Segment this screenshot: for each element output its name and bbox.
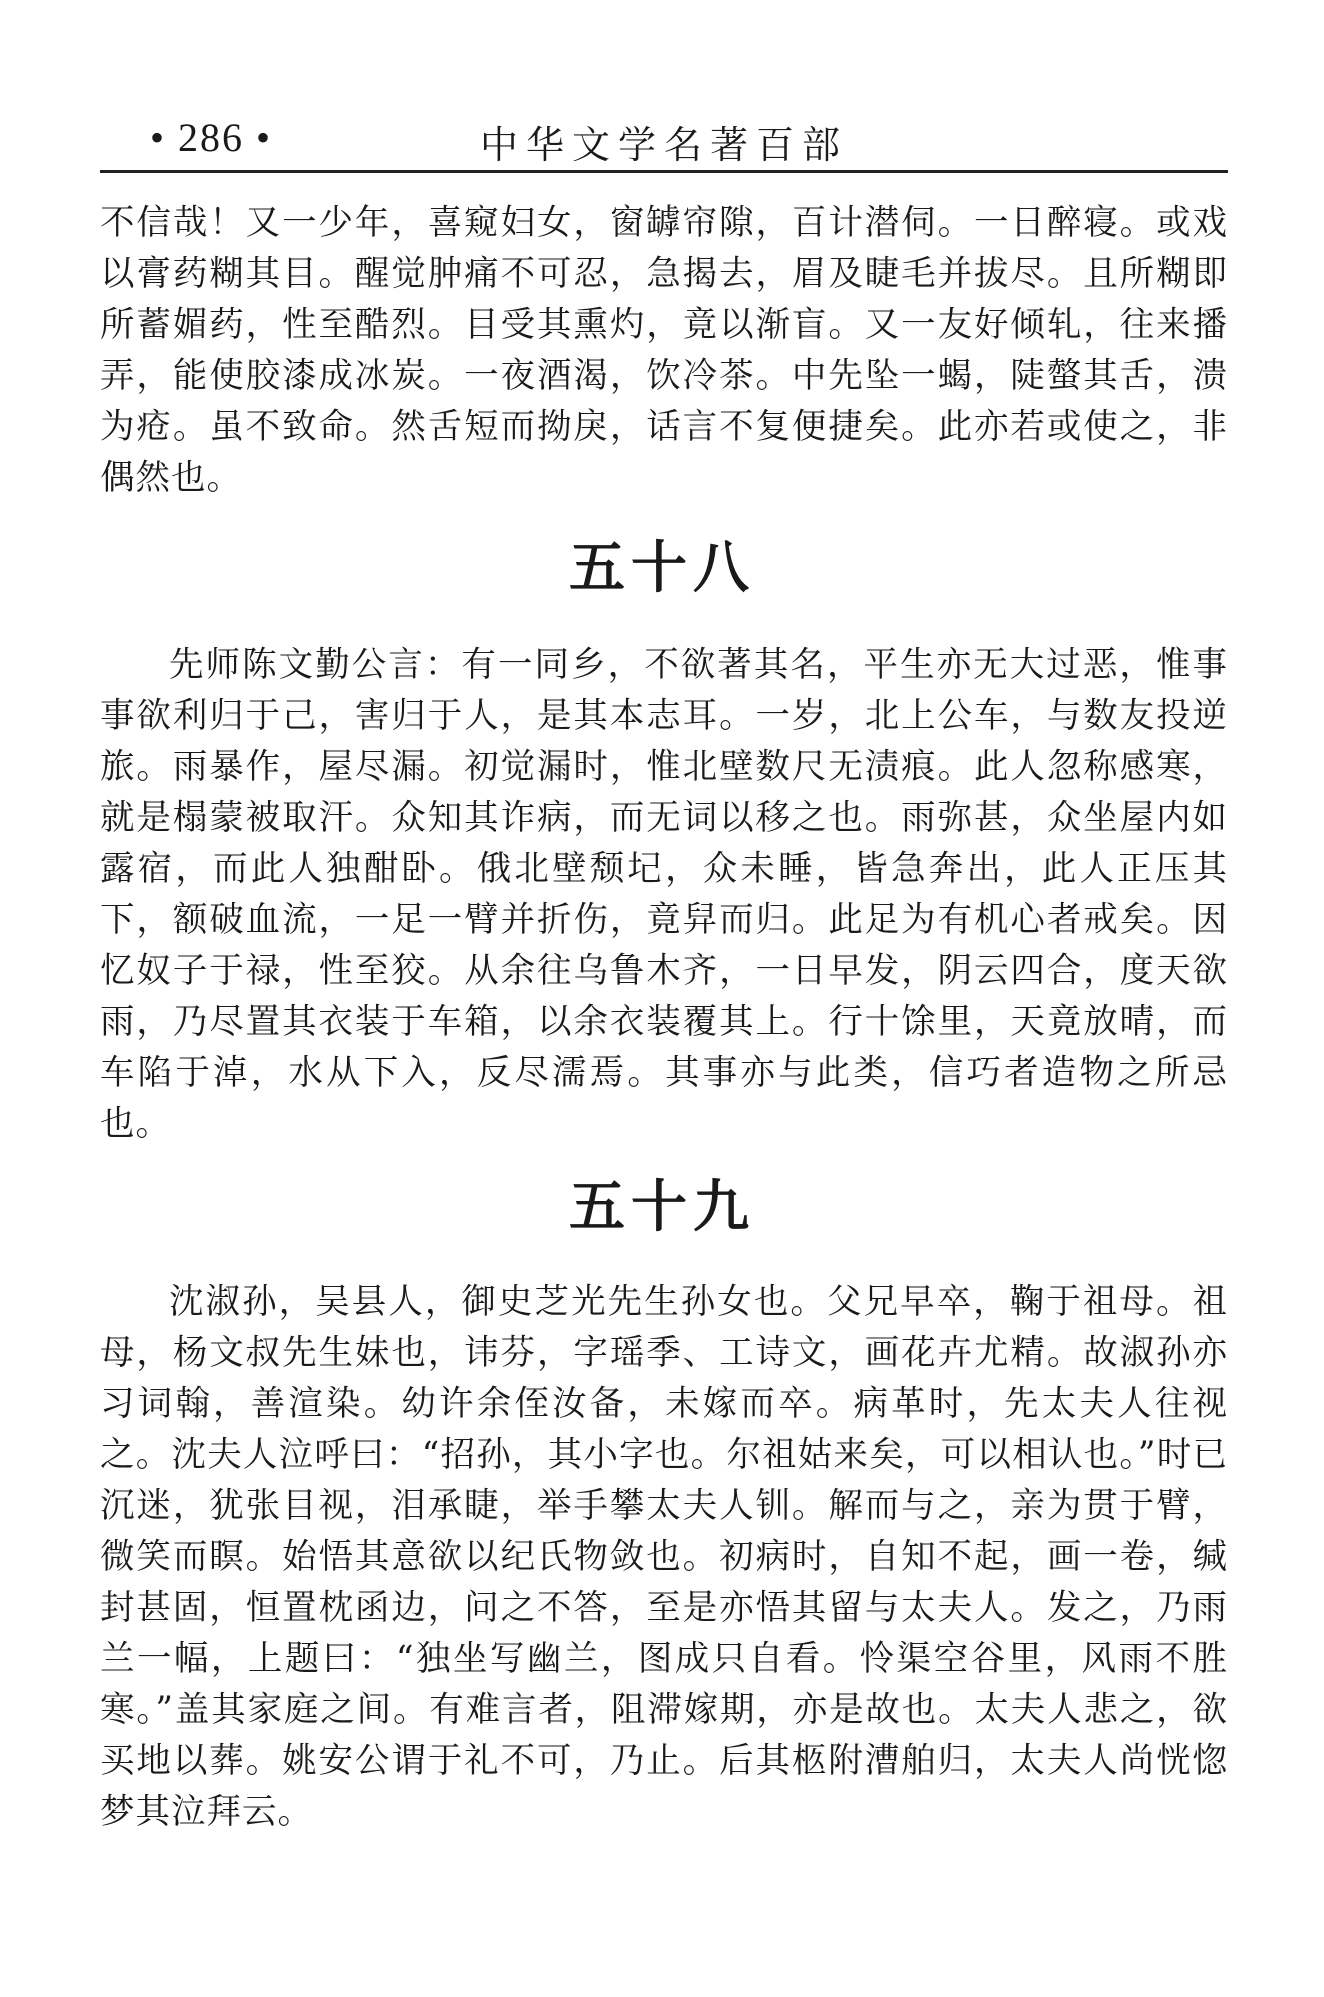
section-heading-58: 五十八 <box>569 536 755 601</box>
page-number: • 286 • <box>150 115 273 160</box>
page-header <box>100 108 1228 172</box>
header-rule <box>100 170 1228 173</box>
section-59-body <box>100 1277 1228 1857</box>
continued-paragraph-block <box>100 198 1228 498</box>
running-title: 中华文学名著百部 <box>479 123 848 167</box>
continued-paragraph: 不信哉！又一少年，喜窥妇女，窗罅帘隙，百计潜伺。一日醉寝。或戏以膏药糊其目。醒觉肿痛不可忍，急揭去，眉及睫毛并拔尽。且所糊即所蓄媚药，性至酷烈。目受其熏灼，竟以渐盲。又一友好倾轧，往来播弄，能使胶漆成冰炭。一夜酒渴，饮冷茶。中先坠一蝎，陡螫其舌，溃为疮。虽不致命。然舌短而拗戾，话言不复便捷矣。此亦若或使之，非偶然也。 <box>100 203 1228 498</box>
section-58-body <box>100 640 1228 1144</box>
section-59-paragraph: 沈淑孙，吴县人，御史芝光先生孙女也。父兄早卒，鞠于祖母。祖母，杨文叔先生妹也，讳芬，字瑶季、工诗文，画花卉尤精。故淑孙亦习词翰，善渲染。幼许余侄汝备，未嫁而卒。病革时，先太夫人往视之。沈夫人泣呼曰：“招孙，其小字也。尔祖姑来矣，可以相认也。”时已沉迷，犹张目视，泪承睫，举手攀太夫人钏。解而与之，亲为贯于臂，微笑而瞑。始悟其意欲以纪氏物敛也。初病时，自知不起，画一卷，缄封甚固，恒置枕函边，问之不答，至是亦悟其留与太夫人。发之，乃雨兰一幅，上题曰：“独坐写幽兰，图成只自看。怜渠空谷里，风雨不胜寒。”盖其家庭之间。有难言者，阻滞嫁期，亦是故也。太夫人悲之，欲买地以葬。姚安公谓于礼不可，乃止。后其柩附漕舶归，太夫人尚恍惚梦其泣拜云。 <box>100 1282 1228 1832</box>
section-heading-59: 五十九 <box>569 1175 755 1240</box>
section-58-paragraph: 先师陈文勤公言：有一同乡，不欲著其名，平生亦无大过恶，惟事事欲利归于己，害归于人，是其本志耳。一岁，北上公车，与数友投逆旅。雨暴作，屋尽漏。初觉漏时，惟北壁数尺无渍痕。此人忽称感寒，就是榻蒙被取汗。众知其诈病，而无词以移之也。雨弥甚，众坐屋内如露宿，而此人独酣卧。俄北壁颓圮，众未睡，皆急奔出，此人正压其下，额破血流，一足一臂并折伤，竟舁而归。此足为有机心者戒矣。因忆奴子于禄，性至狡。从余往乌鲁木齐，一日早发，阴云四合，度天欲雨，乃尽置其衣装于车箱，以余衣装覆其上。行十馀里，天竟放晴，而车陷于淖，水从下入，反尽濡焉。其事亦与此类，信巧者造物之所忌也。 <box>100 645 1228 1144</box>
